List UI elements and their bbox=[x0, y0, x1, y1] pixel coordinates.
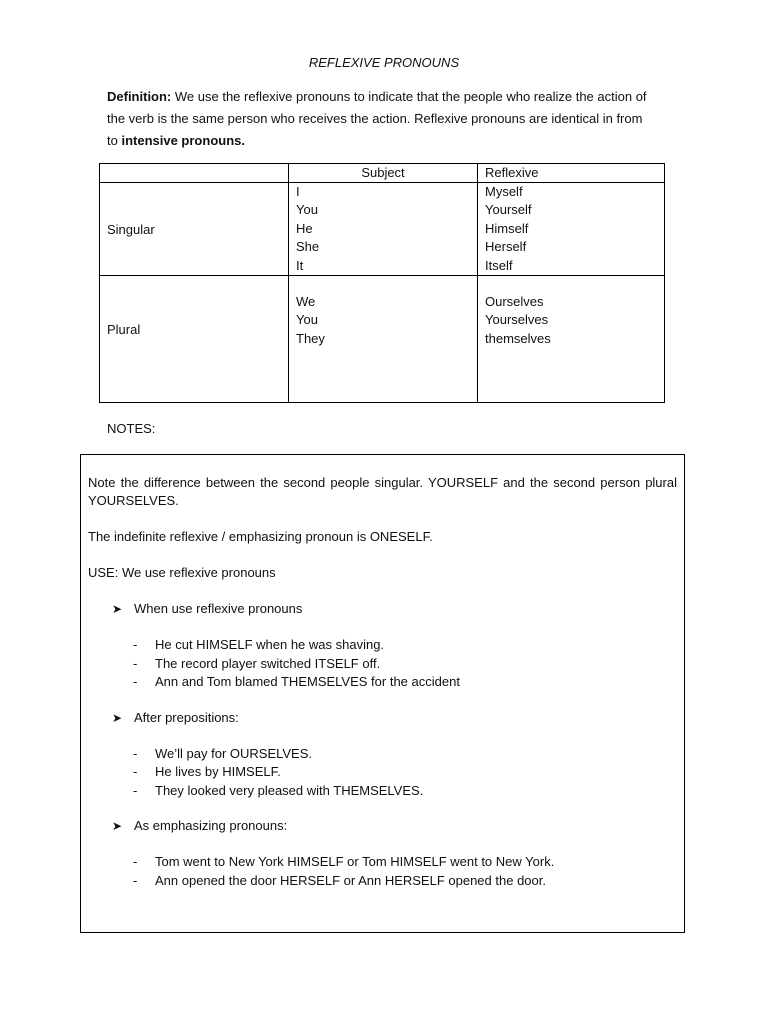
plural-subject-you: You bbox=[296, 312, 318, 328]
row-label-singular: Singular bbox=[100, 183, 289, 276]
header-reflexive: Reflexive bbox=[478, 164, 665, 183]
list-item-text: He lives by HIMSELF. bbox=[155, 764, 281, 779]
singular-reflexive-himself: Himself bbox=[485, 220, 529, 236]
section-heading-prepositions bbox=[88, 709, 677, 727]
singular-reflexive-itself: Itself bbox=[485, 257, 513, 273]
list-item-text: Ann opened the door HERSELF or Ann HERSELF opened the door. bbox=[155, 872, 546, 888]
singular-reflexive-herself: Herself bbox=[485, 239, 527, 255]
list-item-text: Ann and Tom blamed THEMSELVES for the accident bbox=[155, 674, 460, 689]
plural-reflexive-ourselves: Ourselves bbox=[485, 294, 544, 309]
section-heading-when-use bbox=[88, 600, 677, 618]
list-item bbox=[133, 745, 677, 764]
list-item bbox=[133, 853, 677, 872]
document-title: REFLEXIVE PRONOUNS bbox=[308, 55, 460, 70]
arrow-bullet-icon: ➤ bbox=[112, 819, 123, 833]
plural-subjects bbox=[289, 276, 478, 403]
dash-bullet-icon: - bbox=[133, 745, 138, 761]
plural-subject-they: They bbox=[296, 330, 325, 346]
list-item bbox=[133, 872, 677, 891]
singular-reflexive-yourself: Yourself bbox=[485, 202, 532, 218]
list-item-text: The record player switched ITSELF off. bbox=[155, 655, 381, 671]
singular-subjects bbox=[289, 183, 478, 276]
dash-bullet-icon: - bbox=[133, 674, 138, 689]
section-heading-text: When use reflexive pronouns bbox=[134, 601, 303, 616]
list-item bbox=[133, 636, 677, 655]
dash-bullet-icon: - bbox=[133, 637, 138, 652]
example-list-prepositions bbox=[88, 745, 677, 801]
notes-paragraph-use: USE: We use reflexive pronouns bbox=[88, 565, 276, 580]
notes-paragraph-oneself: The indefinite reflexive / emphasizing pronoun is ONESELF. bbox=[88, 529, 433, 544]
plural-label-text: Plural bbox=[107, 322, 141, 337]
notes-box bbox=[80, 454, 685, 933]
table-row-singular bbox=[100, 183, 665, 276]
section-heading-emphasizing bbox=[88, 817, 677, 835]
plural-reflexive-themselves: themselves bbox=[485, 330, 551, 346]
dash-bullet-icon: - bbox=[133, 655, 138, 671]
section-heading-text: After prepositions: bbox=[134, 709, 239, 725]
dash-bullet-icon: - bbox=[133, 782, 138, 798]
definition-label: Definition: bbox=[107, 89, 172, 104]
table-row-plural bbox=[100, 276, 665, 403]
list-item-text: We’ll pay for OURSELVES. bbox=[155, 745, 313, 761]
dash-bullet-icon: - bbox=[133, 854, 138, 869]
list-item bbox=[133, 782, 677, 801]
dash-bullet-icon: - bbox=[133, 764, 138, 779]
table-header-row bbox=[100, 164, 665, 183]
example-list-when-use bbox=[88, 636, 677, 692]
singular-reflexives bbox=[478, 183, 665, 276]
definition-emphasis: intensive pronouns. bbox=[121, 133, 245, 148]
singular-subject-it: It bbox=[296, 257, 304, 273]
list-item-text: They looked very pleased with THEMSELVES. bbox=[155, 782, 424, 798]
singular-subject-you: You bbox=[296, 202, 318, 218]
plural-reflexives bbox=[478, 276, 665, 403]
list-item-text: Tom went to New York HIMSELF or Tom HIMSELF went to New York. bbox=[155, 854, 555, 869]
singular-subject-i: I bbox=[296, 184, 300, 199]
list-item bbox=[133, 763, 677, 782]
arrow-bullet-icon: ➤ bbox=[112, 602, 123, 616]
header-blank bbox=[100, 164, 289, 183]
list-item bbox=[133, 655, 677, 674]
list-item-text: He cut HIMSELF when he was shaving. bbox=[155, 637, 385, 652]
row-label-plural bbox=[100, 276, 289, 403]
arrow-bullet-icon: ➤ bbox=[112, 710, 123, 725]
notes-label: NOTES: bbox=[107, 421, 156, 436]
notes-paragraph-difference: Note the difference between the second people singular. YOURSELF and the second person plural YOURSELVES. bbox=[88, 475, 677, 508]
singular-subject-she: She bbox=[296, 239, 320, 255]
header-subject: Subject bbox=[289, 164, 478, 183]
definition-text: We use the reflexive pronouns to indicate that the people who realize the action of the verb is the same person who receives the action. Reflexive pronouns are identical in from to bbox=[107, 89, 647, 148]
pronoun-table bbox=[99, 163, 665, 403]
singular-reflexive-myself: Myself bbox=[485, 184, 523, 199]
definition-paragraph bbox=[107, 86, 647, 152]
section-heading-text: As emphasizing pronouns: bbox=[134, 818, 288, 833]
plural-reflexive-yourselves: Yourselves bbox=[485, 312, 549, 328]
example-list-emphasizing bbox=[88, 853, 677, 890]
plural-subject-we: We bbox=[296, 294, 316, 309]
dash-bullet-icon: - bbox=[133, 872, 138, 888]
singular-subject-he: He bbox=[296, 220, 313, 236]
list-item bbox=[133, 673, 677, 692]
